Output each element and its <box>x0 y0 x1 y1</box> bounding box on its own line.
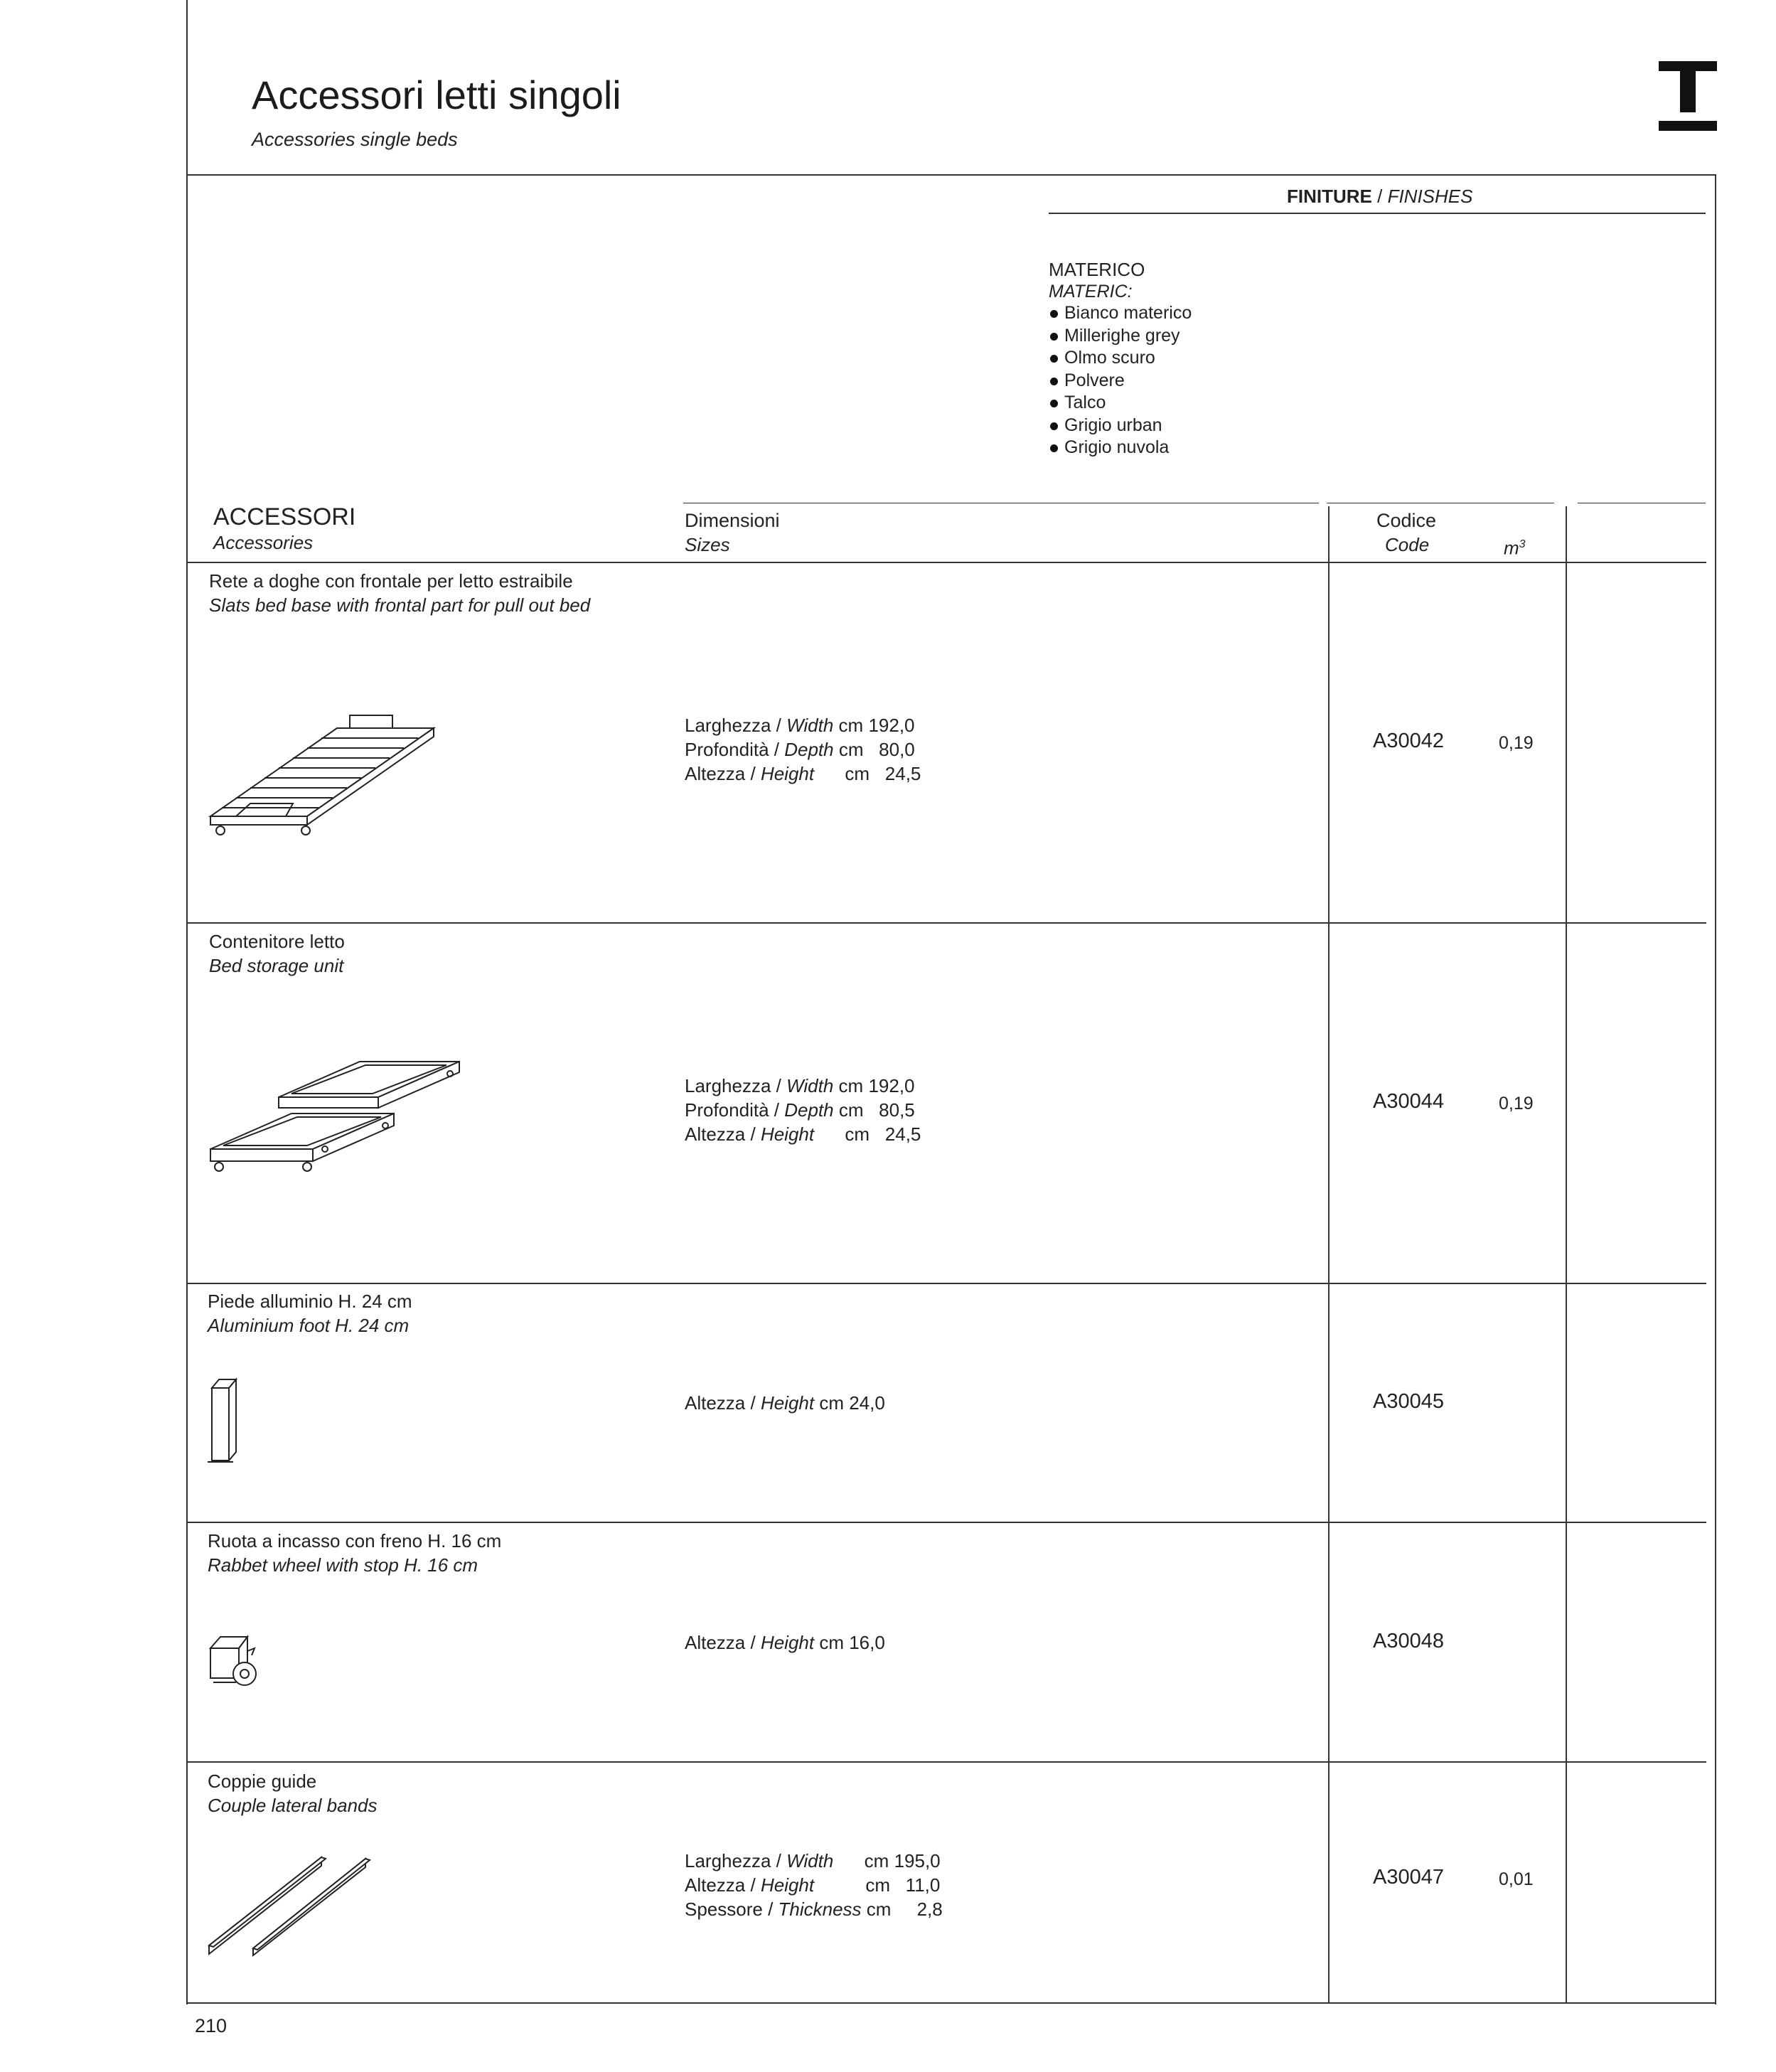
dim-unit: cm <box>814 1123 875 1145</box>
row-name-en: Slats bed base with frontal part for pull out bed <box>209 594 591 616</box>
col-accessories-it: ACCESSORI <box>213 503 356 530</box>
dim-value: 192,0 <box>868 1075 915 1096</box>
dim-unit: cm <box>833 1099 869 1121</box>
row-5-name <box>208 1769 378 1817</box>
dim-label-en: Width <box>786 1075 834 1096</box>
dim-label-it: Altezza / <box>685 1874 761 1896</box>
col-code-it: Codice <box>1376 510 1437 531</box>
dim-label-en: Thickness <box>778 1899 862 1920</box>
page-subtitle: Accessories single beds <box>252 129 458 150</box>
row-3-name <box>208 1289 412 1337</box>
dim-row <box>685 1098 921 1122</box>
col-code-heading <box>1376 509 1436 557</box>
dim-unit: cm <box>833 1850 894 1871</box>
row-3-dims <box>685 1391 885 1415</box>
col-sizes-en: Sizes <box>685 534 730 555</box>
dim-label-it: Larghezza / <box>685 715 787 736</box>
dim-label-en: Depth <box>784 739 834 760</box>
dim-row <box>685 1122 921 1146</box>
dim-row <box>685 1630 885 1655</box>
col-volume-heading <box>1504 533 1526 560</box>
dim-label-it: Larghezza / <box>685 1075 787 1096</box>
dim-unit: cm <box>833 739 869 760</box>
row-name-it: Coppie guide <box>208 1771 317 1792</box>
table-header-bottom-line <box>186 562 1706 563</box>
dim-unit: cm <box>814 763 875 784</box>
row-4-name <box>208 1529 501 1577</box>
row-separator <box>186 1761 1706 1763</box>
col-accessories-heading <box>213 503 355 554</box>
finish-item: Millerighe grey <box>1049 325 1192 348</box>
frame-right-line <box>1715 174 1716 2004</box>
dim-label-it: Altezza / <box>685 1123 761 1145</box>
dim-value: 2,8 <box>896 1899 943 1920</box>
dim-label-it: Altezza / <box>685 1392 761 1414</box>
col-sizes-it: Dimensioni <box>685 510 780 531</box>
finish-item: Olmo scuro <box>1049 347 1192 370</box>
dim-unit: cm <box>814 1632 850 1653</box>
product-volume: 0,19 <box>1499 733 1534 753</box>
finishes-group <box>1049 259 1192 459</box>
dim-label-it: Profondità / <box>685 1099 785 1121</box>
dim-label-it: Profondità / <box>685 739 785 760</box>
dim-value: 16,0 <box>849 1632 885 1653</box>
row-name-it: Contenitore letto <box>209 931 345 952</box>
col-code-en: Code <box>1385 534 1430 555</box>
page-number: 210 <box>195 2015 228 2036</box>
product-code: A30045 <box>1373 1390 1444 1413</box>
dim-label-en: Height <box>760 1874 815 1896</box>
row-1-name <box>209 569 590 617</box>
dim-unit: cm <box>833 1075 869 1096</box>
brand-t-logo-icon <box>1659 61 1717 131</box>
row-2-dims <box>685 1074 921 1146</box>
dim-label-it: Altezza / <box>685 763 761 784</box>
dim-row <box>685 762 921 786</box>
header-bottom-line <box>186 174 1716 176</box>
row-name-en: Aluminium foot H. 24 cm <box>208 1315 410 1336</box>
finish-group-subtitle: MATERIC: <box>1049 282 1133 301</box>
page-title: Accessori letti singoli <box>252 73 621 117</box>
dim-value: 80,0 <box>868 739 915 760</box>
finish-item: Bianco materico <box>1049 302 1192 325</box>
rabbet-wheel-icon <box>208 1633 266 1694</box>
col-volume-exp: 3 <box>1519 538 1526 550</box>
dim-value: 24,5 <box>874 763 921 784</box>
volume-column-separator <box>1566 506 1567 2003</box>
dim-value: 11,0 <box>895 1874 941 1896</box>
row-name-en: Bed storage unit <box>209 955 344 976</box>
dim-row <box>685 1074 921 1098</box>
finishes-list <box>1049 302 1192 459</box>
finishes-header-sep: / <box>1371 186 1388 207</box>
product-code: A30047 <box>1373 1866 1444 1889</box>
dim-label-it: Larghezza / <box>685 1850 787 1871</box>
col-sizes-heading <box>685 509 780 557</box>
row-1-dims <box>685 713 921 786</box>
dim-row <box>685 1391 885 1415</box>
product-volume: 0,01 <box>1499 1869 1534 1889</box>
dim-value: 80,5 <box>868 1099 915 1121</box>
row-name-it: Piede alluminio H. 24 cm <box>208 1291 412 1312</box>
row-2-name <box>209 929 345 978</box>
dim-value: 24,0 <box>849 1392 885 1414</box>
dim-row <box>685 1849 943 1873</box>
bed-storage-unit-icon <box>208 1058 464 1190</box>
frame-left-line-lower <box>186 174 188 2004</box>
finishes-header-line <box>1049 213 1706 214</box>
dim-value: 192,0 <box>868 715 915 736</box>
frame-left-line <box>186 0 188 175</box>
dim-row <box>685 1897 943 1921</box>
frame-bottom-line <box>186 2002 1716 2004</box>
dim-unit: cm <box>833 715 869 736</box>
slatted-bed-base-icon <box>208 711 442 846</box>
row-4-dims <box>685 1630 885 1655</box>
dim-label-en: Width <box>786 715 834 736</box>
dim-label-en: Height <box>760 1392 815 1414</box>
dim-label-en: Depth <box>784 1099 834 1121</box>
product-code: A30048 <box>1373 1630 1444 1652</box>
code-column-separator <box>1328 506 1330 2003</box>
finish-item: Grigio nuvola <box>1049 437 1192 459</box>
row-name-it: Rete a doghe con frontale per letto estraibile <box>209 570 573 592</box>
finishes-header <box>1287 184 1472 208</box>
product-volume: 0,19 <box>1499 1094 1534 1114</box>
dim-label-en: Height <box>760 1632 815 1653</box>
dim-label-it: Spessore / <box>685 1899 779 1920</box>
dim-value: 24,5 <box>874 1123 921 1145</box>
dim-row <box>685 1873 943 1897</box>
dim-label-en: Height <box>760 763 815 784</box>
row-separator <box>186 922 1706 924</box>
row-separator <box>186 1283 1706 1284</box>
lateral-bands-icon <box>206 1853 374 1957</box>
row-separator <box>186 1522 1706 1523</box>
brand-logo <box>1659 61 1717 131</box>
col-volume-unit: m <box>1504 537 1519 559</box>
finish-group-title: MATERICO <box>1049 259 1145 280</box>
dim-label-it: Altezza / <box>685 1632 761 1653</box>
finish-item: Grigio urban <box>1049 415 1192 437</box>
row-name-en: Rabbet wheel with stop H. 16 cm <box>208 1554 478 1576</box>
finish-item: Talco <box>1049 392 1192 415</box>
dim-unit: cm <box>861 1899 897 1920</box>
finishes-header-en: FINISHES <box>1387 186 1473 207</box>
aluminium-foot-icon <box>208 1377 243 1465</box>
finishes-header-it: FINITURE <box>1287 186 1372 207</box>
dim-row <box>685 713 921 737</box>
col-accessories-en: Accessories <box>213 532 314 553</box>
dim-label-en: Height <box>760 1123 815 1145</box>
product-code: A30042 <box>1373 730 1444 752</box>
row-name-it: Ruota a incasso con freno H. 16 cm <box>208 1530 502 1552</box>
finish-item: Polvere <box>1049 370 1192 392</box>
row-5-dims <box>685 1849 943 1921</box>
dim-unit: cm <box>814 1874 896 1896</box>
row-name-en: Couple lateral bands <box>208 1795 378 1816</box>
dim-row <box>685 737 921 762</box>
dim-label-en: Width <box>786 1850 834 1871</box>
dim-value: 195,0 <box>894 1850 941 1871</box>
dim-unit: cm <box>814 1392 850 1414</box>
product-code: A30044 <box>1373 1090 1444 1113</box>
